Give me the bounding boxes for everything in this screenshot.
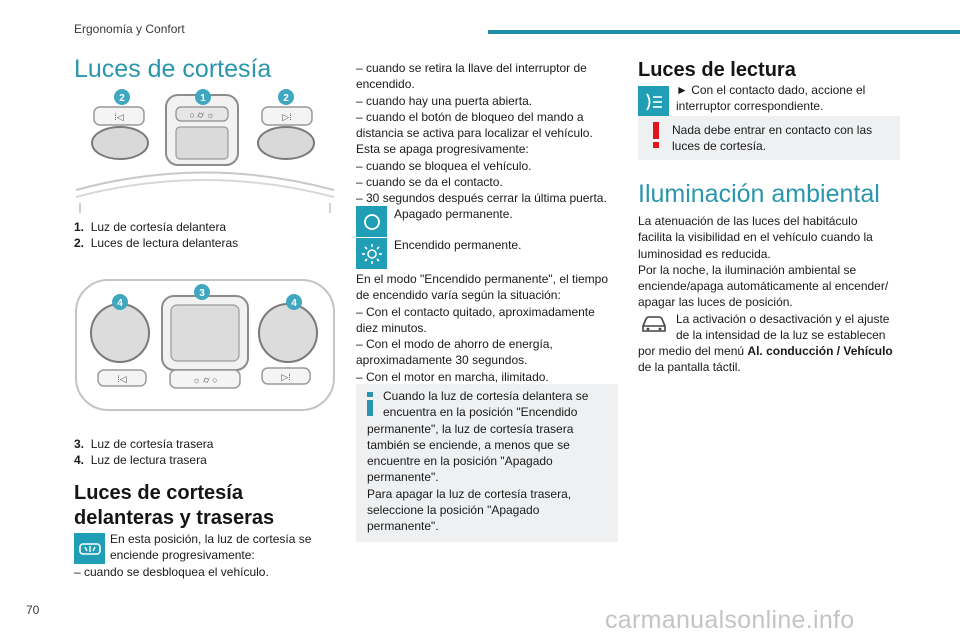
col2-list <box>356 60 618 207</box>
mode-text <box>356 271 618 385</box>
badge-4-right: 4 <box>291 298 297 309</box>
watermark: carmanualsonline.info <box>605 606 855 634</box>
reading-line: interruptor correspondiente. <box>676 99 824 114</box>
info-text <box>367 388 612 535</box>
header-accent-bar <box>488 30 960 34</box>
svg-text:▷⁞: ▷⁞ <box>282 112 292 122</box>
svg-text:⁞◁: ⁞◁ <box>114 112 124 122</box>
list-line: distancia se activa para localizar el vehículo. <box>356 126 593 141</box>
warning-text <box>672 122 872 155</box>
section-title: Ergonomía y Confort <box>74 22 185 36</box>
ambient-line: luminosidad es reducida. <box>638 246 771 261</box>
list-line: – cuando se retira la llave del interruptor de <box>356 61 587 75</box>
info-line: también se enciende, a menos que se <box>367 437 570 452</box>
car-icon <box>638 311 670 337</box>
off-circle-icon <box>356 206 387 237</box>
list-line: Esta se apaga progresivamente: <box>356 142 529 157</box>
legend-text: Luces de lectura delanteras <box>90 236 239 251</box>
reading-light-icon <box>638 86 669 117</box>
badge-3: 3 <box>199 288 205 299</box>
rear-lights-figure <box>74 278 336 413</box>
legend-rear <box>74 436 213 469</box>
ambient-line: Por la noche, la iluminación ambiental se <box>638 262 857 277</box>
list-line: – cuando hay una puerta abierta. <box>356 93 533 108</box>
title-luces-cortesia: Luces de cortesía <box>74 55 272 83</box>
ambient-line: apagar las luces de posición. <box>638 295 793 310</box>
badge-2-right: 2 <box>283 93 289 104</box>
ambient-line: enciende/apaga automáticamente al encender/ <box>638 279 889 294</box>
intro-text <box>110 531 311 564</box>
reading-line: ► Con el contacto dado, accione el <box>676 83 866 97</box>
legend-text: Luz de cortesía delantera <box>90 220 227 234</box>
info-line: seleccione la posición "Apagado <box>367 503 540 518</box>
car-line: por medio del menú <box>638 344 748 358</box>
legend-text: Luz de lectura trasera <box>90 453 207 468</box>
list-line: encendido. <box>356 77 415 92</box>
info-line: Para apagar la luz de cortesía trasera, <box>367 486 572 501</box>
ambient-line: facilita la visibilidad en el vehículo cuando la <box>638 230 873 245</box>
car-text-bottom <box>638 343 903 376</box>
car-line: de la intensidad de la luz se establecen <box>676 328 886 343</box>
front-lights-figure <box>72 85 337 215</box>
sun-icon <box>356 238 387 269</box>
car-text-top <box>676 311 889 344</box>
svg-text:▷⁞: ▷⁞ <box>281 372 291 382</box>
reading-text <box>676 82 865 115</box>
svg-text:⁞◁: ⁞◁ <box>117 374 127 384</box>
intro-line: enciende progresivamente: <box>110 548 255 563</box>
info-line: permanente", la luz de cortesía trasera <box>367 421 574 436</box>
svg-text:○ ⌭ ☼: ○ ⌭ ☼ <box>189 110 215 120</box>
mode-line: diez minutos. <box>356 320 427 335</box>
legend-num: 2. <box>74 236 85 251</box>
legend-front <box>74 219 238 252</box>
warning-icon <box>652 122 660 148</box>
legend-num: 1. <box>74 220 85 234</box>
legend-num: 3. <box>74 437 85 451</box>
badge-1: 1 <box>200 93 206 104</box>
mode-line: – Con el motor en marcha, ilimitado. <box>356 369 549 384</box>
list-line: – cuando se bloquea el vehículo. <box>356 158 532 173</box>
info-line: encuentra en la posición "Encendido <box>383 405 578 420</box>
warning-line: Nada debe entrar en contacto con las <box>672 123 873 137</box>
page-number: 70 <box>26 603 40 617</box>
dome-light-icon <box>74 533 105 564</box>
mode-line: aproximadamente 30 segundos. <box>356 353 528 368</box>
legend-text: Luz de cortesía trasera <box>90 437 214 451</box>
svg-text:☼ ⌭ ○: ☼ ⌭ ○ <box>192 375 218 385</box>
menu-path: Al. conducción / Vehículo <box>747 344 893 358</box>
warning-line: luces de cortesía. <box>672 139 767 154</box>
badge-2-left: 2 <box>119 93 125 104</box>
car-line: de la pantalla táctil. <box>638 360 741 375</box>
mode-line: – Con el contacto quitado, aproximadamente <box>356 304 595 319</box>
list-line: – 30 segundos después cerrar la última puerta. <box>356 191 607 206</box>
subtitle-front-rear: Luces de cortesía delanteras y traseras <box>74 482 275 529</box>
list-line: – cuando se da el contacto. <box>356 175 503 190</box>
mode-line: En el modo "Encendido permanente", el tiempo <box>356 272 609 286</box>
legend-num: 4. <box>74 453 85 468</box>
badge-4-left: 4 <box>117 298 123 309</box>
mode-line: de encendido varía según la situación: <box>356 288 561 303</box>
title-iluminacion-ambiental: Iluminación ambiental <box>638 180 880 208</box>
info-line: Cuando la luz de cortesía delantera se <box>383 389 589 403</box>
on-label: Encendido permanente. <box>394 238 522 252</box>
title-luces-lectura: Luces de lectura <box>638 59 796 81</box>
car-line: La activación o desactivación y el ajuste <box>676 312 890 326</box>
intro-line-3: – cuando se desbloquea el vehículo. <box>74 565 269 579</box>
ambient-text <box>638 213 903 311</box>
off-label: Apagado permanente. <box>394 207 513 221</box>
ambient-line: La atenuación de las luces del habitáculo <box>638 214 858 228</box>
info-line: permanente". <box>367 470 439 485</box>
info-line: permanente". <box>367 519 439 534</box>
mode-line: – Con el modo de ahorro de energía, <box>356 337 553 352</box>
info-line: encuentre en la posición "Apagado <box>367 454 553 469</box>
list-line: – cuando el botón de bloqueo del mando a <box>356 109 584 124</box>
intro-line: En esta posición, la luz de cortesía se <box>110 532 312 546</box>
